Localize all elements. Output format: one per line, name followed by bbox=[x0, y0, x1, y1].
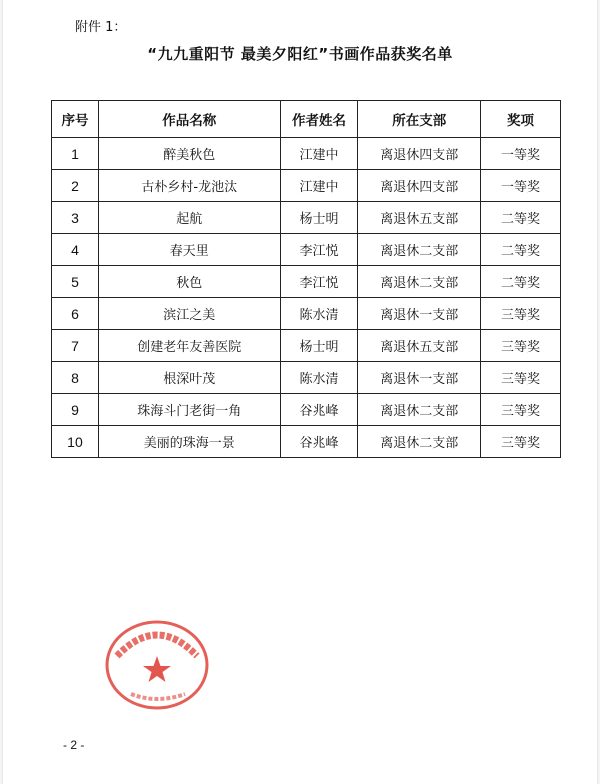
table-row bbox=[52, 170, 561, 202]
cell-branch: 离退休二支部 bbox=[358, 234, 481, 266]
cell-branch: 离退休四支部 bbox=[358, 138, 481, 170]
cell-branch: 离退休二支部 bbox=[358, 426, 481, 458]
page-number: - 2 - bbox=[63, 738, 85, 752]
cell-work-title: 秋色 bbox=[98, 266, 280, 298]
cell-branch: 离退休一支部 bbox=[358, 362, 481, 394]
cell-work-title: 醉美秋色 bbox=[98, 138, 280, 170]
table-row bbox=[52, 394, 561, 426]
cell-index: 2 bbox=[52, 170, 99, 202]
cell-work-title: 春天里 bbox=[98, 234, 280, 266]
cell-work-title: 古朴乡村-龙池汰 bbox=[98, 170, 280, 202]
cell-branch: 离退休四支部 bbox=[358, 170, 481, 202]
cell-work-title: 创建老年友善医院 bbox=[98, 330, 280, 362]
cell-award: 三等奖 bbox=[481, 394, 561, 426]
cell-index: 4 bbox=[52, 234, 99, 266]
cell-work-title: 根深叶茂 bbox=[98, 362, 280, 394]
cell-index: 7 bbox=[52, 330, 99, 362]
cell-author: 杨士明 bbox=[280, 202, 358, 234]
table-row bbox=[52, 298, 561, 330]
cell-award: 三等奖 bbox=[481, 426, 561, 458]
table-row bbox=[52, 234, 561, 266]
cell-award: 三等奖 bbox=[481, 298, 561, 330]
awards-table bbox=[51, 100, 561, 458]
cell-award: 一等奖 bbox=[481, 170, 561, 202]
table-row bbox=[52, 362, 561, 394]
attachment-label: 附件 1： bbox=[75, 20, 127, 35]
cell-work-title: 珠海斗门老街一角 bbox=[98, 394, 280, 426]
cell-index: 3 bbox=[52, 202, 99, 234]
cell-award: 二等奖 bbox=[481, 202, 561, 234]
cell-branch: 离退休五支部 bbox=[358, 202, 481, 234]
header-index: 序号 bbox=[52, 101, 99, 138]
cell-index: 1 bbox=[52, 138, 99, 170]
header-branch: 所在支部 bbox=[358, 101, 481, 138]
cell-author: 江建中 bbox=[280, 138, 358, 170]
cell-author: 李江悦 bbox=[280, 234, 358, 266]
cell-author: 陈水清 bbox=[280, 298, 358, 330]
cell-index: 5 bbox=[52, 266, 99, 298]
cell-author: 谷兆峰 bbox=[280, 394, 358, 426]
cell-index: 8 bbox=[52, 362, 99, 394]
cell-award: 三等奖 bbox=[481, 362, 561, 394]
cell-award: 一等奖 bbox=[481, 138, 561, 170]
cell-author: 李江悦 bbox=[280, 266, 358, 298]
cell-branch: 离退休一支部 bbox=[358, 298, 481, 330]
header-author: 作者姓名 bbox=[280, 101, 358, 138]
table-row bbox=[52, 202, 561, 234]
cell-award: 二等奖 bbox=[481, 234, 561, 266]
cell-work-title: 起航 bbox=[98, 202, 280, 234]
table-row bbox=[52, 138, 561, 170]
header-award: 奖项 bbox=[481, 101, 561, 138]
cell-index: 9 bbox=[52, 394, 99, 426]
table-row bbox=[52, 426, 561, 458]
table-row bbox=[52, 266, 561, 298]
red-star-seal-icon bbox=[103, 618, 211, 712]
cell-author: 杨士明 bbox=[280, 330, 358, 362]
cell-branch: 离退休二支部 bbox=[358, 266, 481, 298]
cell-index: 6 bbox=[52, 298, 99, 330]
cell-work-title: 滨江之美 bbox=[98, 298, 280, 330]
cell-author: 陈水清 bbox=[280, 362, 358, 394]
cell-work-title: 美丽的珠海一景 bbox=[98, 426, 280, 458]
cell-branch: 离退休五支部 bbox=[358, 330, 481, 362]
header-work-title: 作品名称 bbox=[98, 101, 280, 138]
cell-branch: 离退休二支部 bbox=[358, 394, 481, 426]
table-header-row bbox=[52, 101, 561, 138]
cell-author: 江建中 bbox=[280, 170, 358, 202]
document-title: “九九重阳节 最美夕阳红”书画作品获奖名单 bbox=[147, 45, 453, 63]
cell-index: 10 bbox=[52, 426, 99, 458]
cell-author: 谷兆峰 bbox=[280, 426, 358, 458]
table-row bbox=[52, 330, 561, 362]
cell-award: 二等奖 bbox=[481, 266, 561, 298]
cell-award: 三等奖 bbox=[481, 330, 561, 362]
document-page bbox=[3, 0, 597, 784]
